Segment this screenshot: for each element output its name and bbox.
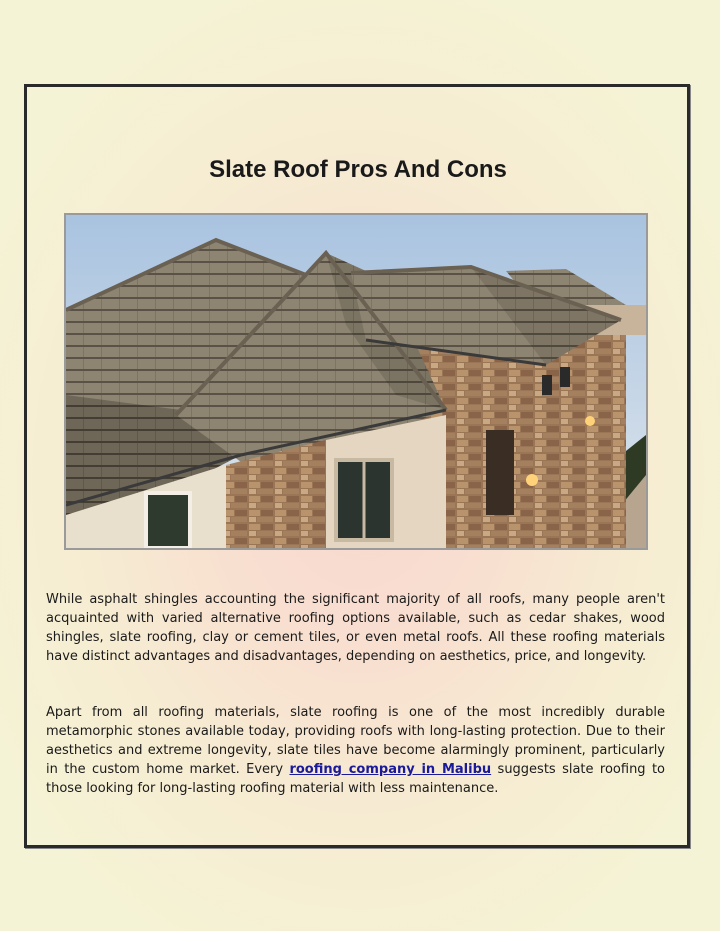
paragraph-2-text-after: suggests slate roofing to those looking for long-lasting roofing material with less maintenance. [46, 762, 666, 796]
page-title: Slate Roof Pros And Cons [209, 156, 507, 183]
roofing-company-link[interactable]: roofing company in Malibu [289, 762, 492, 777]
roof-photo [64, 213, 648, 550]
paragraph-2-text-before: Apart from all roofing materials, slate roofing is one of the most incredibly durable metamorphic stones available today, providing roofs with long-lasting protection. Due to their aesthetics and extreme longevity, slate tiles have become alarmingly prominent, particularly in the custom home market. Every [46, 705, 665, 777]
paragraph-1: While asphalt shingles accounting the significant majority of all roofs, many people aren't acquainted with varied alternative roofing options available, such as cedar shakes, wood shingles, slate roofing, clay or cement tiles, or even metal roofs. All these roofing materials have distinct advantages and disadvantages, depending on aesthetics, price, and longevity. [46, 592, 665, 664]
paragraph-2 [46, 703, 665, 798]
